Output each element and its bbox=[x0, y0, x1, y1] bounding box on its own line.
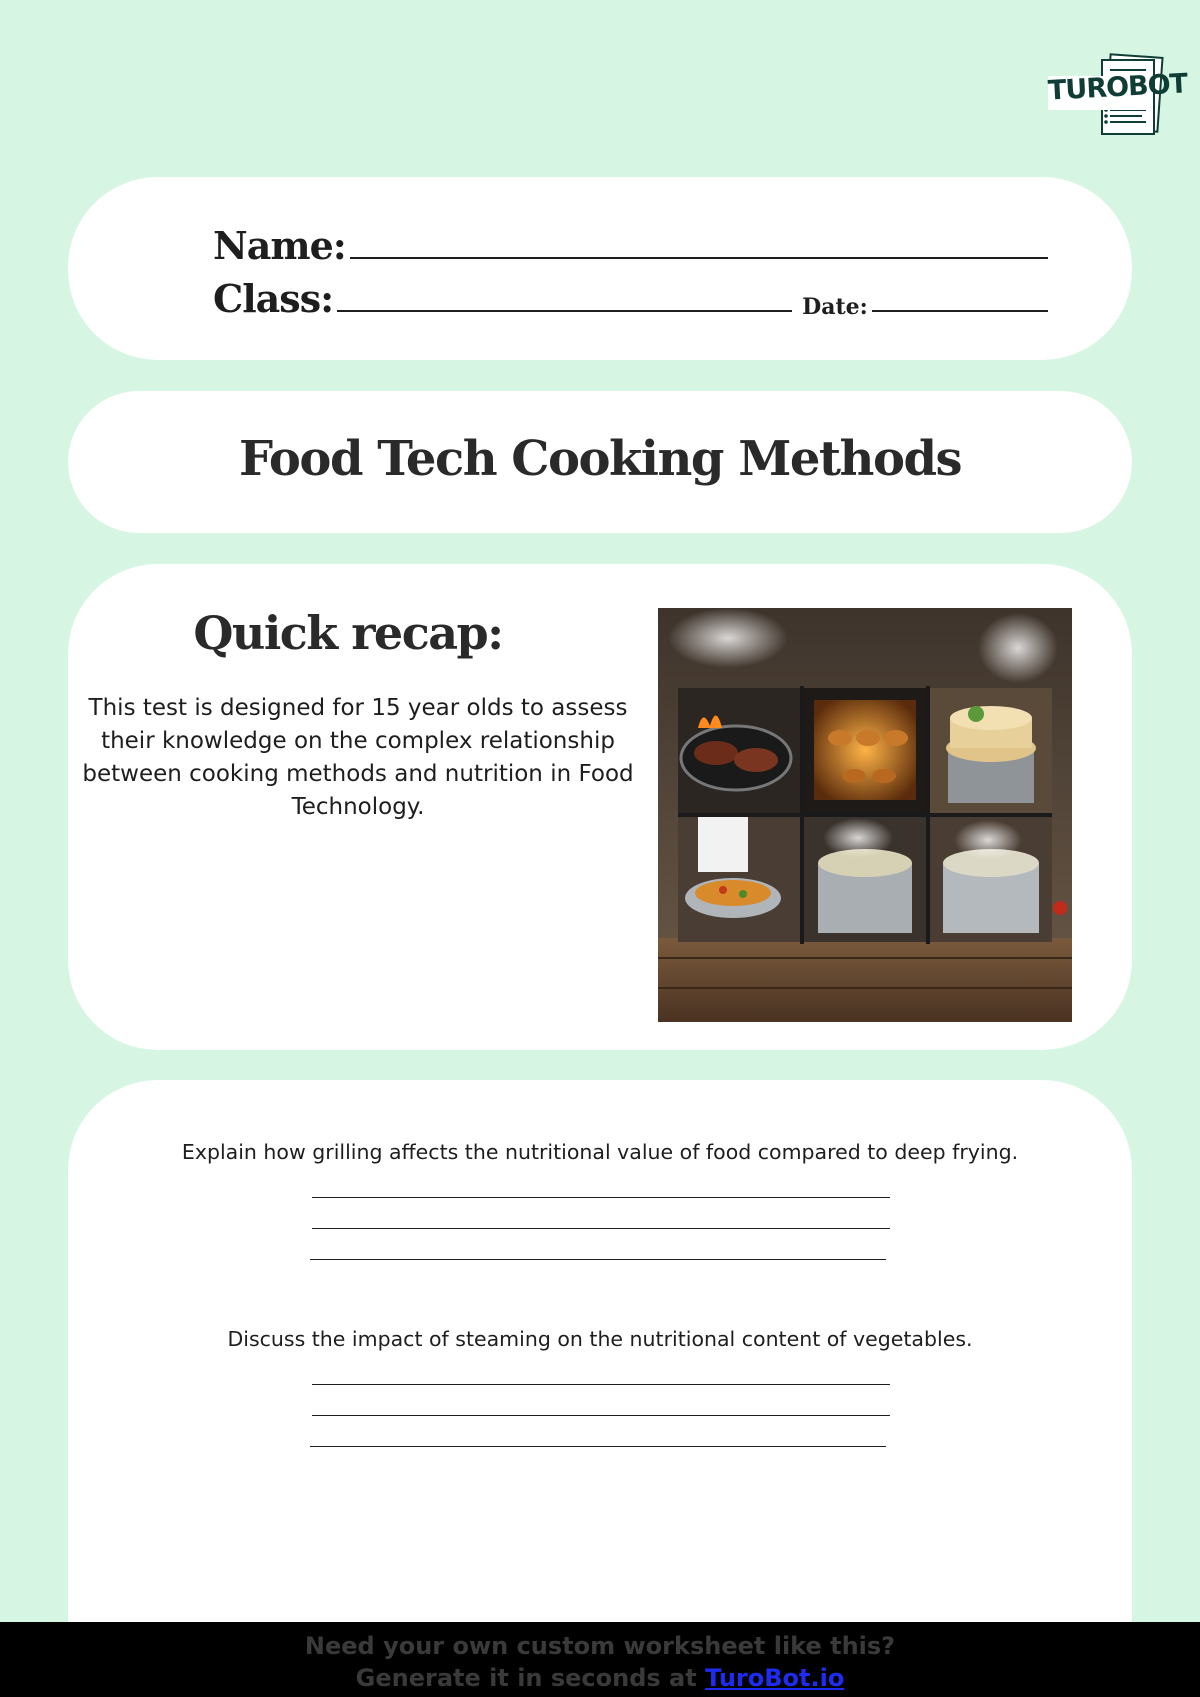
class-label: Class: bbox=[213, 280, 334, 318]
question-1-answer-line-3[interactable] bbox=[310, 1259, 886, 1260]
cooking-collage-icon bbox=[658, 608, 1072, 1022]
recap-text: This test is designed for 15 year olds to assess their knowledge on the complex relationship between cooking methods and nutrition in Food Technology. bbox=[82, 695, 634, 820]
question-2-answer-line-1[interactable] bbox=[312, 1384, 890, 1385]
date-answer-line[interactable] bbox=[872, 310, 1048, 312]
question-1-answer-line-1[interactable] bbox=[312, 1197, 890, 1198]
class-answer-line[interactable] bbox=[337, 310, 792, 312]
class-row bbox=[213, 280, 1052, 318]
logo-wordmark: TUROBOT bbox=[1047, 68, 1188, 107]
student-info-card bbox=[68, 177, 1132, 360]
promo-footer bbox=[0, 1622, 1200, 1697]
recap-heading: Quick recap: bbox=[193, 606, 503, 660]
title-card bbox=[68, 391, 1132, 533]
question-1-answer-line-2[interactable] bbox=[312, 1228, 890, 1229]
name-row bbox=[213, 227, 1052, 265]
question-2-answer-line-3[interactable] bbox=[310, 1446, 886, 1447]
turobot-link[interactable]: TuroBot.io bbox=[705, 1664, 845, 1692]
questions-card bbox=[68, 1080, 1132, 1640]
cooking-methods-image bbox=[658, 608, 1072, 1022]
name-answer-line[interactable] bbox=[350, 257, 1048, 259]
turobot-logo bbox=[1046, 52, 1188, 136]
worksheet-title: Food Tech Cooking Methods bbox=[238, 431, 962, 487]
date-label: Date: bbox=[802, 294, 868, 318]
question-2-answer-line-2[interactable] bbox=[312, 1415, 890, 1416]
name-label: Name: bbox=[213, 227, 346, 265]
footer-line-1: Need your own custom worksheet like this? bbox=[304, 1632, 896, 1660]
question-1: Explain how grilling affects the nutritional value of food compared to deep frying. bbox=[181, 1140, 1019, 1164]
recap-card bbox=[68, 564, 1132, 1050]
footer-line-2 bbox=[0, 1662, 1200, 1694]
question-2: Discuss the impact of steaming on the nutritional content of vegetables. bbox=[227, 1327, 973, 1351]
footer-prefix: Generate it in seconds at bbox=[355, 1664, 706, 1692]
